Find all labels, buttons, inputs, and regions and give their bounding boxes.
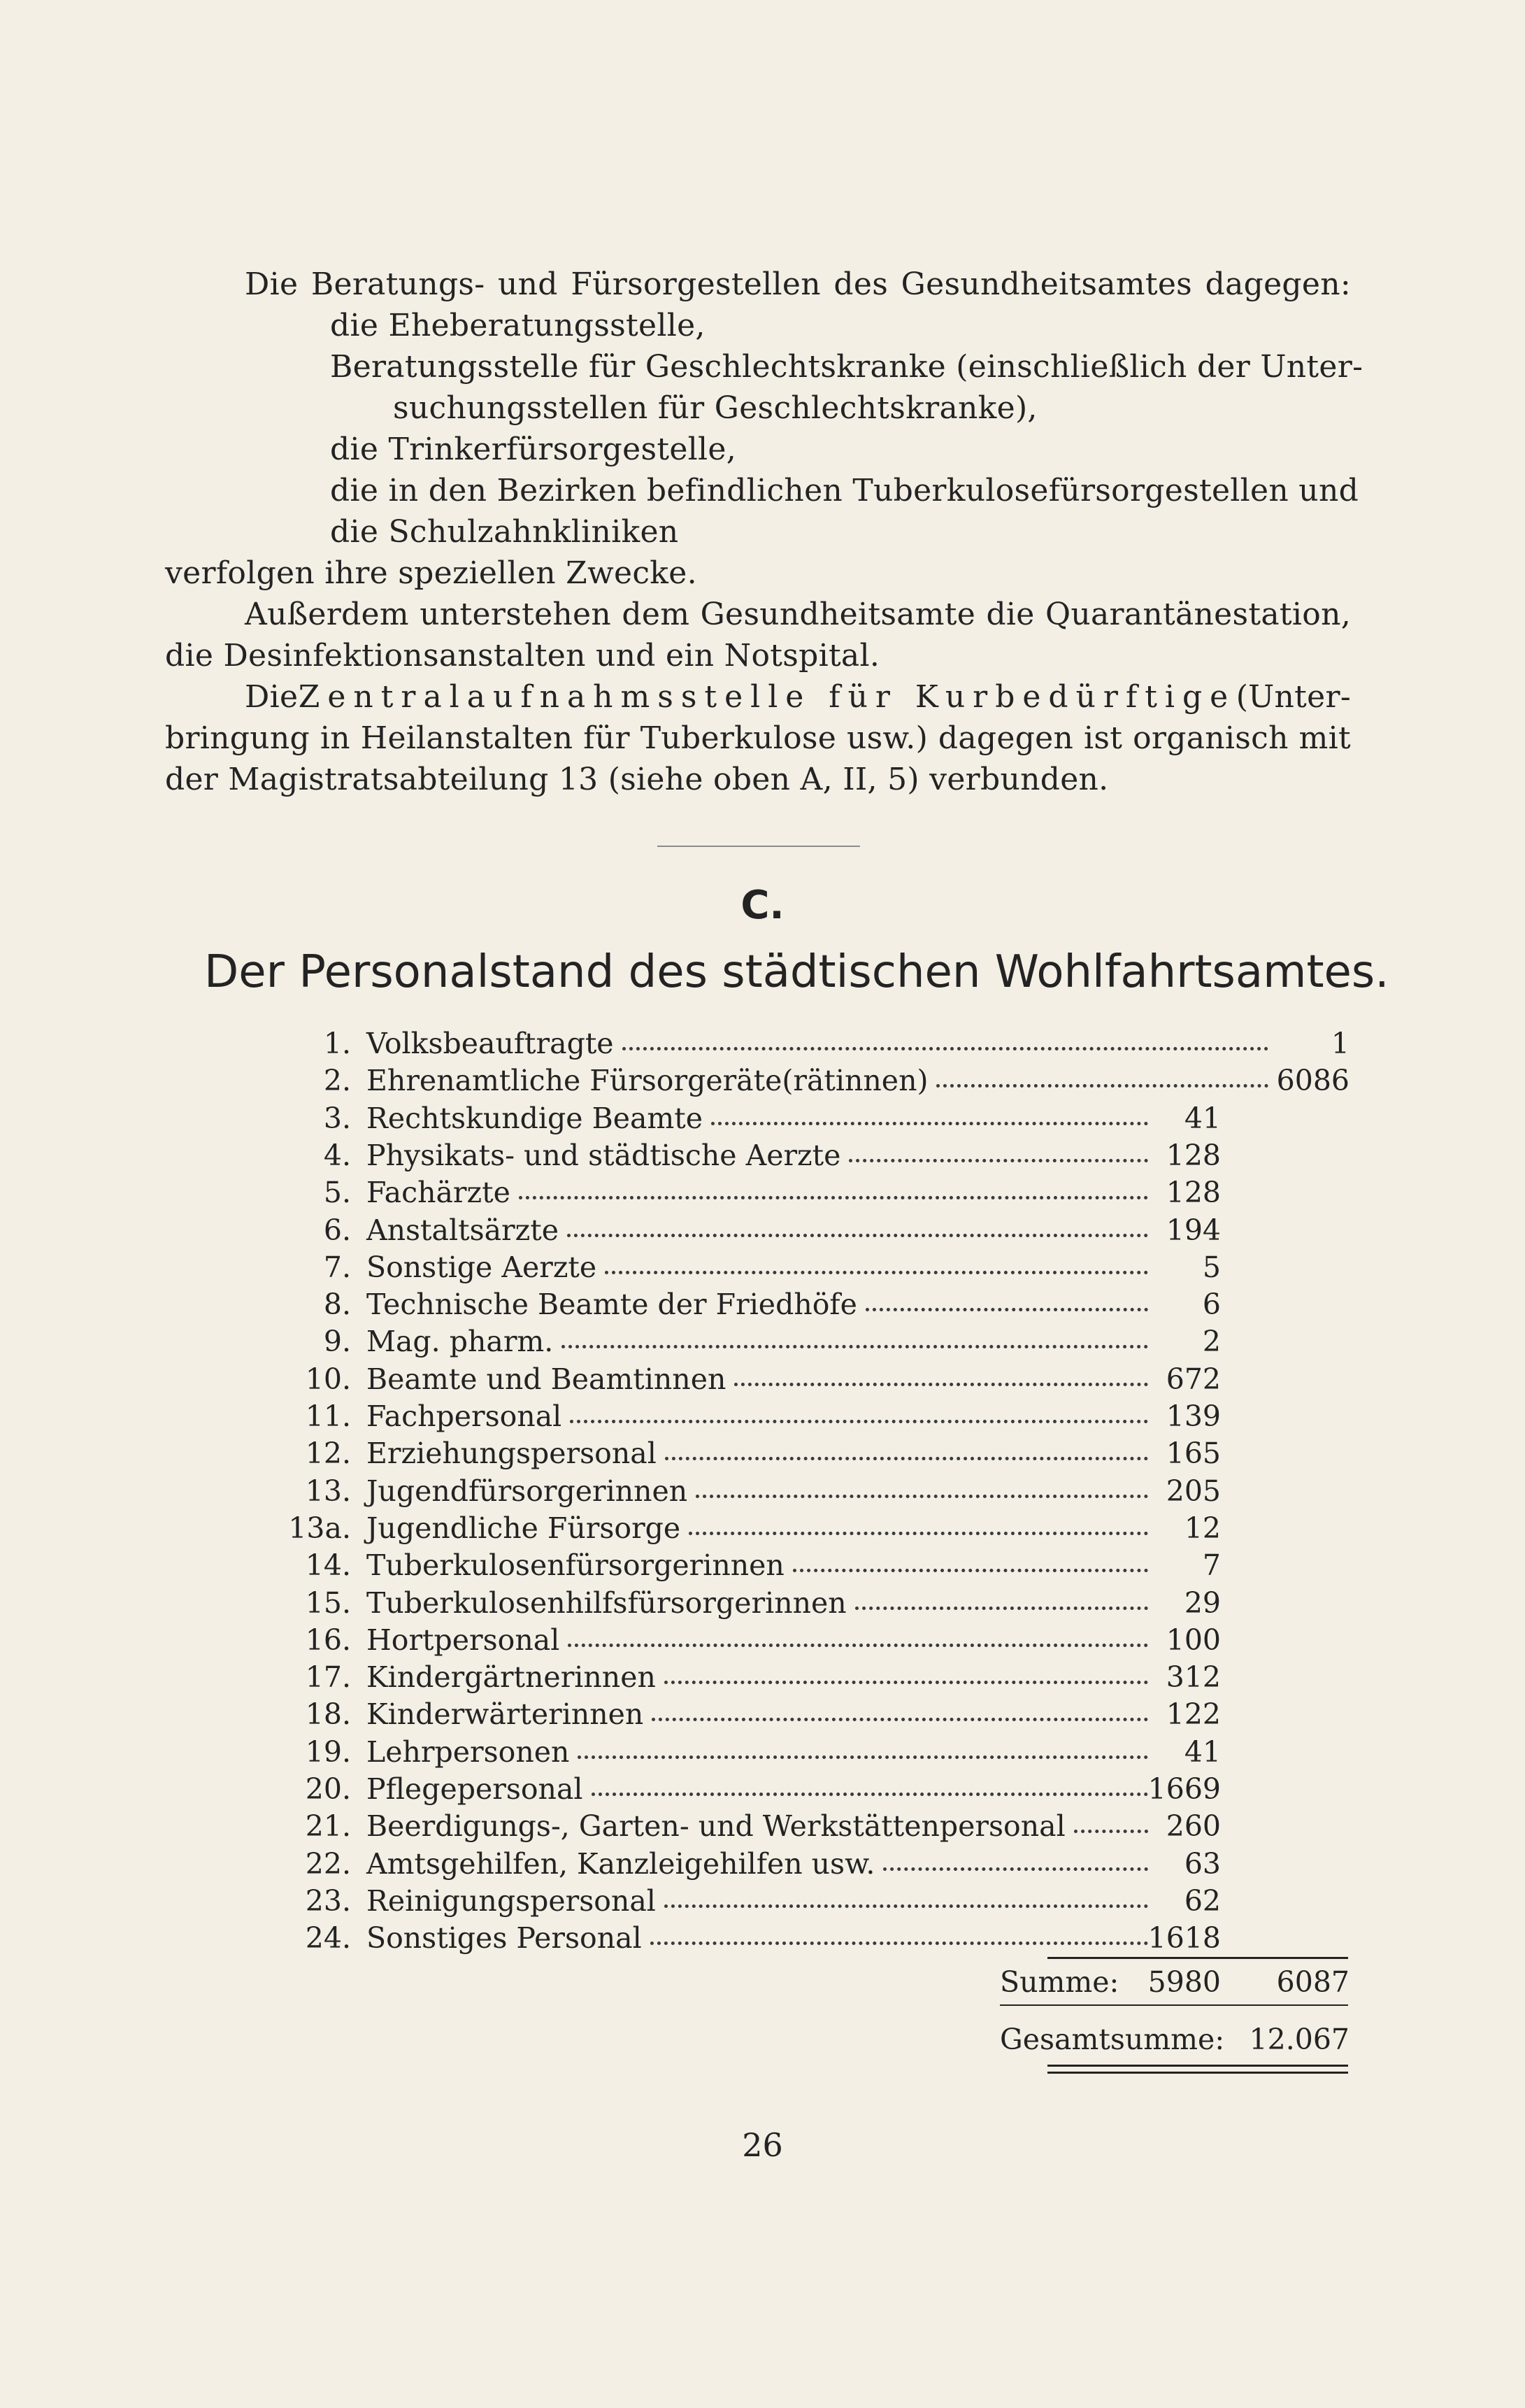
row-label-text: Technische Beamte der Friedhöfe (366, 1286, 866, 1323)
personnel-row (231, 1808, 1349, 1845)
intro-text: Beratungsstelle für Geschlechtskranke (einschließlich der Unter- (330, 349, 1363, 385)
summe-col1: 5980 (1147, 1965, 1221, 1999)
personnel-row (231, 1137, 1349, 1174)
summe-label: Summe: (1000, 1965, 1119, 1999)
row-label (366, 1920, 1155, 1957)
row-value-col1: 1669 (1147, 1772, 1221, 1806)
row-number: 10. (305, 1362, 351, 1396)
row-label (366, 1696, 1155, 1733)
row-label-text: Beamte und Beamtinnen (366, 1361, 734, 1398)
row-value-col1: 122 (1166, 1697, 1221, 1731)
zentral-prefix: Die (245, 679, 299, 715)
row-value-col1: 62 (1184, 1884, 1221, 1918)
dot-leader (578, 1755, 1148, 1759)
row-number: 6. (323, 1213, 351, 1247)
intro-line (330, 471, 1359, 511)
row-label (366, 1622, 1155, 1659)
personnel-row (231, 1696, 1349, 1733)
row-value-col1: 1618 (1147, 1921, 1221, 1955)
dot-leader (734, 1382, 1148, 1386)
row-value-col1: 194 (1166, 1213, 1221, 1247)
row-number: 16. (305, 1623, 351, 1657)
personnel-row (231, 1547, 1349, 1584)
row-label (366, 1249, 1155, 1286)
gesamtsumme-double-rule-top (1047, 2065, 1348, 2067)
intro-line (165, 718, 1351, 759)
row-label-text: Anstaltsärzte (366, 1212, 567, 1249)
row-label-text: Sonstiges Personal (366, 1920, 650, 1957)
dot-leader (855, 1606, 1148, 1610)
dot-leader (696, 1494, 1148, 1498)
row-label-text: Fachpersonal (366, 1398, 570, 1435)
row-label-text: Hortpersonal (366, 1622, 568, 1659)
row-number: 8. (323, 1288, 351, 1321)
row-label-text: Tuberkulosenfürsorgerinnen (366, 1547, 793, 1584)
row-number: 13. (305, 1474, 351, 1508)
dot-leader (866, 1307, 1148, 1311)
row-number: 20. (305, 1772, 351, 1806)
row-label (366, 1212, 1155, 1249)
row-label-text: Sonstige Aerzte (366, 1249, 605, 1286)
intro-line: verfolgen ihre speziellen Zwecke. (165, 555, 697, 591)
personnel-row (231, 1323, 1349, 1360)
row-label (366, 1473, 1155, 1510)
dot-leader (561, 1344, 1148, 1348)
row-value-col1: 205 (1166, 1474, 1221, 1508)
row-value-col1: 63 (1184, 1847, 1221, 1881)
row-value-col1: 139 (1166, 1399, 1221, 1433)
gesamtsumme-value: 12.067 (1249, 2023, 1349, 2056)
row-label (366, 1286, 1155, 1323)
row-number: 9. (323, 1325, 351, 1358)
personnel-row (231, 1100, 1349, 1137)
row-value-col1: 312 (1166, 1660, 1221, 1694)
row-label (366, 1174, 1155, 1211)
row-label (366, 1883, 1155, 1920)
row-value-col1: 7 (1202, 1548, 1221, 1582)
row-label-text: Lehrpersonen (366, 1734, 578, 1771)
personnel-row (231, 1622, 1349, 1659)
gesamtsumme-label: Gesamtsumme: (1000, 2023, 1225, 2056)
dot-leader (567, 1233, 1148, 1237)
dot-leader (570, 1419, 1148, 1423)
row-number: 21. (305, 1809, 351, 1843)
personnel-row (231, 1062, 1349, 1099)
sum-rule (1047, 1957, 1348, 1959)
personnel-row (231, 1361, 1349, 1398)
row-label-text: Kinderwärterinnen (366, 1696, 652, 1733)
zentral-suffix: (Unter- (1236, 679, 1351, 715)
row-number: 7. (323, 1251, 351, 1284)
intro-line: die Desinfektionsanstalten und ein Notspital. (165, 638, 880, 674)
dot-leader (592, 1792, 1148, 1796)
row-label (366, 1361, 1155, 1398)
dot-leader (650, 1941, 1148, 1945)
dot-leader (665, 1456, 1148, 1460)
row-number: 17. (305, 1660, 351, 1694)
row-label-text: Mag. pharm. (366, 1323, 561, 1360)
personnel-row (231, 1025, 1349, 1062)
personnel-row (231, 1846, 1349, 1883)
dot-leader (1074, 1829, 1148, 1833)
dot-leader (793, 1568, 1148, 1572)
row-label (366, 1659, 1155, 1696)
zentral-spaced-term: Zentralaufnahmsstelle für Kurbedürftige (298, 679, 1236, 715)
row-number: 1. (323, 1027, 351, 1060)
dot-leader (652, 1717, 1148, 1721)
row-value-col1: 12 (1184, 1511, 1221, 1545)
row-label (366, 1585, 1155, 1622)
row-label-text: Jugendliche Fürsorge (366, 1510, 689, 1547)
row-number: 12. (305, 1437, 351, 1470)
row-number: 2. (323, 1064, 351, 1097)
row-label-text: Jugendfürsorgerinnen (366, 1473, 696, 1510)
row-number: 15. (305, 1586, 351, 1620)
intro-text: bringung in Heilanstalten für Tuberkulose usw.) dagegen ist organisch mit (165, 720, 1351, 756)
summe-line (1000, 1964, 1349, 2001)
row-label (366, 1323, 1155, 1360)
row-number: 18. (305, 1697, 351, 1731)
row-label (366, 1062, 1275, 1099)
row-label-text: Tuberkulosenhilfsfürsorgerinnen (366, 1585, 855, 1622)
personnel-row (231, 1398, 1349, 1435)
personnel-row (231, 1249, 1349, 1286)
row-value-col1: 128 (1166, 1139, 1221, 1172)
summe-underline (1000, 2004, 1348, 2006)
row-label (366, 1547, 1155, 1584)
row-label (366, 1510, 1155, 1547)
row-label-text: Rechtskundige Beamte (366, 1100, 711, 1137)
personnel-row (231, 1585, 1349, 1622)
row-label-text: Fachärzte (366, 1174, 519, 1211)
row-value-col1: 6 (1202, 1288, 1221, 1321)
dot-leader (622, 1046, 1268, 1050)
personnel-row (231, 1920, 1349, 1957)
personnel-row (231, 1174, 1349, 1211)
gesamtsumme-line (1000, 2021, 1349, 2058)
row-number: 23. (305, 1884, 351, 1918)
row-value-col2: 1 (1331, 1027, 1349, 1060)
row-value-col1: 165 (1166, 1437, 1221, 1470)
intro-text: Die Beratungs- und Fürsorgestellen des Gesundheitsamtes dagegen: (245, 266, 1351, 302)
personnel-row (231, 1435, 1349, 1472)
intro-text: die in den Bezirken befindlichen Tuberkulosefürsorgestellen und (330, 473, 1359, 508)
row-number: 13a. (288, 1511, 351, 1545)
intro-line: die Eheberatungsstelle, (330, 308, 706, 343)
dot-leader (568, 1643, 1148, 1647)
personnel-row (231, 1771, 1349, 1808)
row-label-text: Reinigungspersonal (366, 1883, 664, 1920)
personnel-row (231, 1212, 1349, 1249)
intro-line (245, 264, 1351, 305)
section-title: Der Personalstand des städtischen Wohlfahrtsamtes. (204, 946, 1389, 998)
row-label-text: Kindergärtnerinnen (366, 1659, 664, 1696)
row-value-col1: 100 (1166, 1623, 1221, 1657)
summe-col2: 6087 (1276, 1965, 1349, 1999)
row-value-col1: 41 (1184, 1735, 1221, 1769)
row-value-col1: 5 (1202, 1251, 1221, 1284)
row-label-text: Beerdigungs-, Garten- und Werkstättenpersonal (366, 1808, 1074, 1845)
dot-leader (605, 1270, 1148, 1274)
row-label-text: Physikats- und städtische Aerzte (366, 1137, 849, 1174)
section-letter: C. (740, 883, 785, 928)
row-label (366, 1846, 1155, 1883)
row-value-col1: 672 (1166, 1362, 1221, 1396)
row-number: 5. (323, 1176, 351, 1209)
row-label (366, 1137, 1155, 1174)
page-number: 26 (742, 2126, 783, 2164)
dot-leader (711, 1121, 1148, 1125)
row-number: 4. (323, 1139, 351, 1172)
row-label (366, 1025, 1275, 1062)
intro-text: Außerdem unterstehen dem Gesundheitsamte die Quarantänestation, (245, 597, 1351, 632)
dot-leader (883, 1867, 1148, 1871)
row-label-text: Amtsgehilfen, Kanzleigehilfen usw. (366, 1846, 883, 1883)
intro-line: die Trinkerfürsorgestelle, (330, 432, 737, 467)
row-number: 24. (305, 1921, 351, 1955)
row-number: 3. (323, 1102, 351, 1135)
row-number: 19. (305, 1735, 351, 1769)
row-label-text: Ehrenamtliche Fürsorgeräte(rätinnen) (366, 1062, 936, 1099)
row-label (366, 1435, 1155, 1472)
row-value-col2: 6086 (1276, 1064, 1349, 1097)
row-number: 11. (305, 1399, 351, 1433)
gesamtsumme-double-rule-bottom (1047, 2072, 1348, 2074)
dot-leader (664, 1680, 1148, 1684)
row-label (366, 1808, 1155, 1845)
row-label (366, 1771, 1155, 1808)
row-label-text: Volksbeauftragte (366, 1025, 622, 1062)
row-label (366, 1100, 1155, 1137)
row-value-col1: 29 (1184, 1586, 1221, 1620)
intro-line (245, 594, 1351, 635)
row-label (366, 1734, 1155, 1771)
personnel-row (231, 1286, 1349, 1323)
row-value-col1: 260 (1166, 1809, 1221, 1843)
personnel-row (231, 1883, 1349, 1920)
section-divider (657, 846, 860, 847)
dot-leader (849, 1158, 1148, 1162)
intro-line: der Magistratsabteilung 13 (siehe oben A, II, 5) verbunden. (165, 762, 1109, 797)
row-value-col1: 128 (1166, 1176, 1221, 1209)
row-value-col1: 2 (1202, 1325, 1221, 1358)
personnel-row (231, 1734, 1349, 1771)
row-number: 14. (305, 1548, 351, 1582)
row-value-col1: 41 (1184, 1102, 1221, 1135)
personnel-row (231, 1473, 1349, 1510)
personnel-row (231, 1510, 1349, 1547)
row-label (366, 1398, 1155, 1435)
personnel-row (231, 1659, 1349, 1696)
row-label-text: Erziehungspersonal (366, 1435, 665, 1472)
dot-leader (664, 1904, 1148, 1908)
intro-line (330, 347, 1363, 387)
row-number: 22. (305, 1847, 351, 1881)
dot-leader (519, 1195, 1148, 1199)
dot-leader (936, 1083, 1268, 1088)
dot-leader (689, 1531, 1148, 1535)
intro-line: die Schulzahnkliniken (330, 514, 679, 550)
row-label-text: Pflegepersonal (366, 1771, 592, 1808)
zentral-line (245, 677, 1351, 718)
intro-line: suchungsstellen für Geschlechtskranke), (393, 390, 1038, 426)
